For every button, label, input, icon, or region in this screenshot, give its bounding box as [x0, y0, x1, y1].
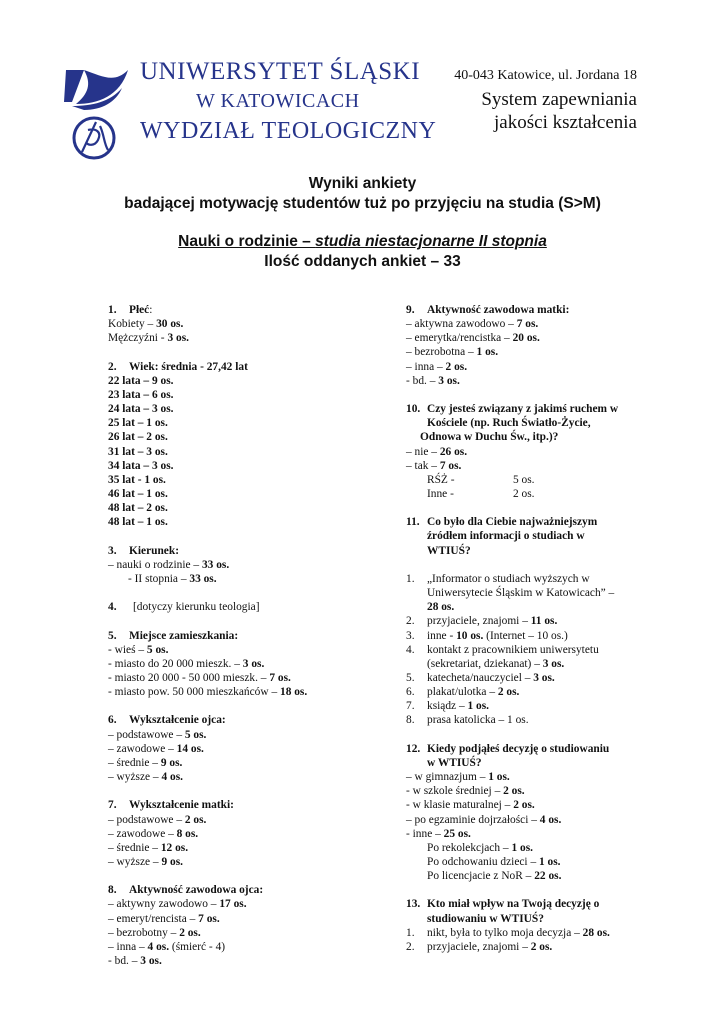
question-12-cont: w WTIUŚ?	[427, 756, 482, 769]
answer-row: – emeryt/rencista – 7 os.	[108, 912, 220, 925]
answer-row: – średnie – 12 os.	[108, 841, 189, 854]
answer-row: – średnie – 9 os.	[108, 756, 183, 769]
age-row: 24 lata – 3 os.	[108, 403, 174, 416]
answer-row: Mężczyźni - 3 os.	[108, 332, 189, 345]
answer-row: – zawodowe – 14 os.	[108, 742, 204, 755]
university-logo-icon	[62, 62, 130, 162]
question-3: 3. Kierunek:	[108, 544, 179, 557]
age-row: 46 lat – 1 os.	[108, 488, 168, 501]
answer-row: – podstawowe – 5 os.	[108, 728, 207, 741]
age-row: 22 lata – 9 os.	[108, 374, 174, 387]
list-item: 3. inne - 10 os. (Internet – 10 os.)	[406, 629, 568, 642]
question-11: 11. Co było dla Ciebie najważniejszym	[406, 516, 598, 529]
question-13: 13. Kto miał wpływ na Twoją decyzję o	[406, 898, 600, 911]
age-row: 48 lat – 2 os.	[108, 502, 168, 515]
title-line-1: Wyniki ankiety	[308, 175, 417, 192]
university-name: UNIWERSYTET ŚLĄSKI	[140, 58, 421, 85]
address: 40-043 Katowice, ul. Jordana 18	[454, 68, 637, 83]
answer-row: – w gimnazjum – 1 os.	[406, 771, 510, 784]
answer-row: – inna – 2 os.	[406, 360, 468, 373]
quality-system: System zapewniania jakości kształcenia	[481, 89, 637, 133]
answer-row: – nauki o rodzinie – 33 os.	[108, 558, 230, 571]
age-row: 25 lat – 1 os.	[108, 417, 168, 430]
answer-row: – bezrobotny – 2 os.	[108, 926, 201, 939]
question-10: 10. Czy jesteś związany z jakimś ruchem w	[406, 403, 619, 416]
answer-row: - miasto 20 000 - 50 000 mieszk. – 7 os.	[108, 672, 291, 684]
list-item-cont: 28 os.	[427, 601, 455, 614]
answer-row: – bezrobotna – 1 os.	[406, 346, 499, 359]
answer-row: Po rekolekcjach – 1 os.	[427, 841, 533, 854]
age-row: 31 lat – 3 os.	[108, 445, 168, 458]
answer-row: – wyższe – 4 os.	[108, 771, 183, 784]
question-7: 7. Wykształcenie matki:	[108, 799, 234, 812]
answer-row: – aktywna zawodowo – 7 os.	[406, 318, 539, 331]
answer-row: RŚŻ - 5 os.	[427, 473, 535, 486]
answer-row: Po odchowaniu dzieci – 1 os.	[427, 856, 561, 869]
list-item-cont: Uniwersytecie Śląskim w Katowicach” –	[427, 587, 615, 600]
question-5: 5. Miejsce zamieszkania:	[108, 629, 239, 642]
answer-row: – zawodowe – 8 os.	[108, 827, 199, 840]
question-12: 12. Kiedy podjąłeś decyzję o studiowaniu	[406, 742, 610, 755]
document-title	[0, 174, 725, 272]
answer-row: – wyższe – 9 os.	[108, 856, 183, 868]
list-item: 1. nikt, była to tylko moja decyzja – 28 os.	[406, 926, 610, 939]
faculty-name: WYDZIAŁ TEOLOGICZNY	[140, 118, 437, 144]
answer-row: – tak – 7 os.	[406, 459, 462, 472]
question-10-cont: Kościele (np. Ruch Światło-Życie,	[427, 417, 591, 430]
left-column	[108, 303, 307, 968]
age-row: 23 lata – 6 os.	[108, 388, 174, 401]
title-line-2: badającej motywację studentów tuż po przyjęciu na studia (S>M)	[124, 195, 601, 212]
answer-row: – inna – 4 os. (śmierć - 4)	[108, 940, 226, 953]
list-item: 6. plakat/ulotka – 2 os.	[406, 686, 520, 699]
university-city: W KATOWICACH	[196, 90, 360, 112]
answer-row: - w klasie maturalnej – 2 os.	[406, 799, 535, 812]
question-2: 2. Wiek: średnia - 27,42 lat	[108, 360, 248, 373]
answer-row: - II stopnia – 33 os.	[128, 572, 217, 585]
list-item: 4. kontakt z pracownikiem uniwersytetu	[406, 643, 599, 656]
answer-row: - miasto do 20 000 mieszk. – 3 os.	[108, 657, 265, 670]
answer-row: – nie – 26 os.	[406, 445, 468, 458]
question-11-cont: źródłem informacji o studiach w	[427, 530, 585, 543]
age-row: 34 lata – 3 os.	[108, 459, 174, 472]
age-row: 35 lat - 1 os.	[108, 473, 166, 486]
answer-row: – aktywny zawodowo – 17 os.	[108, 898, 247, 911]
question-6: 6. Wykształcenie ojca:	[108, 714, 226, 727]
answer-row: – po egzaminie dojrzałości – 4 os.	[406, 813, 562, 826]
answer-row: - miasto pow. 50 000 mieszkańców – 18 os.	[108, 686, 308, 699]
age-row: 26 lat – 2 os.	[108, 431, 168, 444]
list-item: 1. „Informator o studiach wyższych w	[406, 572, 590, 585]
answer-row: Inne - 2 os.	[427, 488, 535, 501]
answer-row: Po licencjacie z NoR – 22 os.	[427, 870, 562, 883]
question-8: 8. Aktywność zawodowa ojca:	[108, 884, 264, 897]
question-4: 4. [dotyczy kierunku teologia]	[108, 601, 260, 614]
question-1: 1. Płeć:	[108, 304, 153, 316]
answer-row: – podstawowe – 2 os.	[108, 813, 207, 826]
field-of-study: Nauki o rodzinie – studia niestacjonarne II stopnia	[178, 233, 547, 250]
question-13-cont: studiowaniu w WTIUŚ?	[427, 912, 544, 925]
question-11-cont: WTIUŚ?	[427, 544, 471, 557]
survey-count: Ilość oddanych ankiet – 33	[264, 253, 461, 270]
answer-row: – emerytka/rencistka – 20 os.	[406, 332, 540, 345]
list-item: 7. ksiądz – 1 os.	[406, 700, 490, 713]
age-row: 48 lat – 1 os.	[108, 516, 168, 529]
right-column	[406, 303, 618, 954]
question-9: 9. Aktywność zawodowa matki:	[406, 304, 570, 316]
answer-row: - inne – 25 os.	[406, 827, 471, 840]
list-item-cont: (sekretariat, dziekanat) – 3 os.	[427, 657, 565, 670]
answer-row: - w szkole średniej – 2 os.	[406, 785, 525, 798]
answer-row: Kobiety – 30 os.	[108, 318, 184, 331]
list-item: 2. przyjaciele, znajomi – 2 os.	[406, 940, 553, 953]
question-10-cont: Odnowa w Duchu Św., itp.)?	[420, 431, 559, 444]
list-item: 5. katecheta/nauczyciel – 3 os.	[406, 672, 555, 685]
list-item: 2. przyjaciele, znajomi – 11 os.	[406, 615, 558, 628]
answer-row: - wieś – 5 os.	[108, 643, 169, 656]
answer-row: - bd. – 3 os.	[108, 955, 162, 968]
list-item: 8. prasa katolicka – 1 os.	[406, 714, 529, 727]
answer-row: - bd. – 3 os.	[406, 374, 460, 387]
